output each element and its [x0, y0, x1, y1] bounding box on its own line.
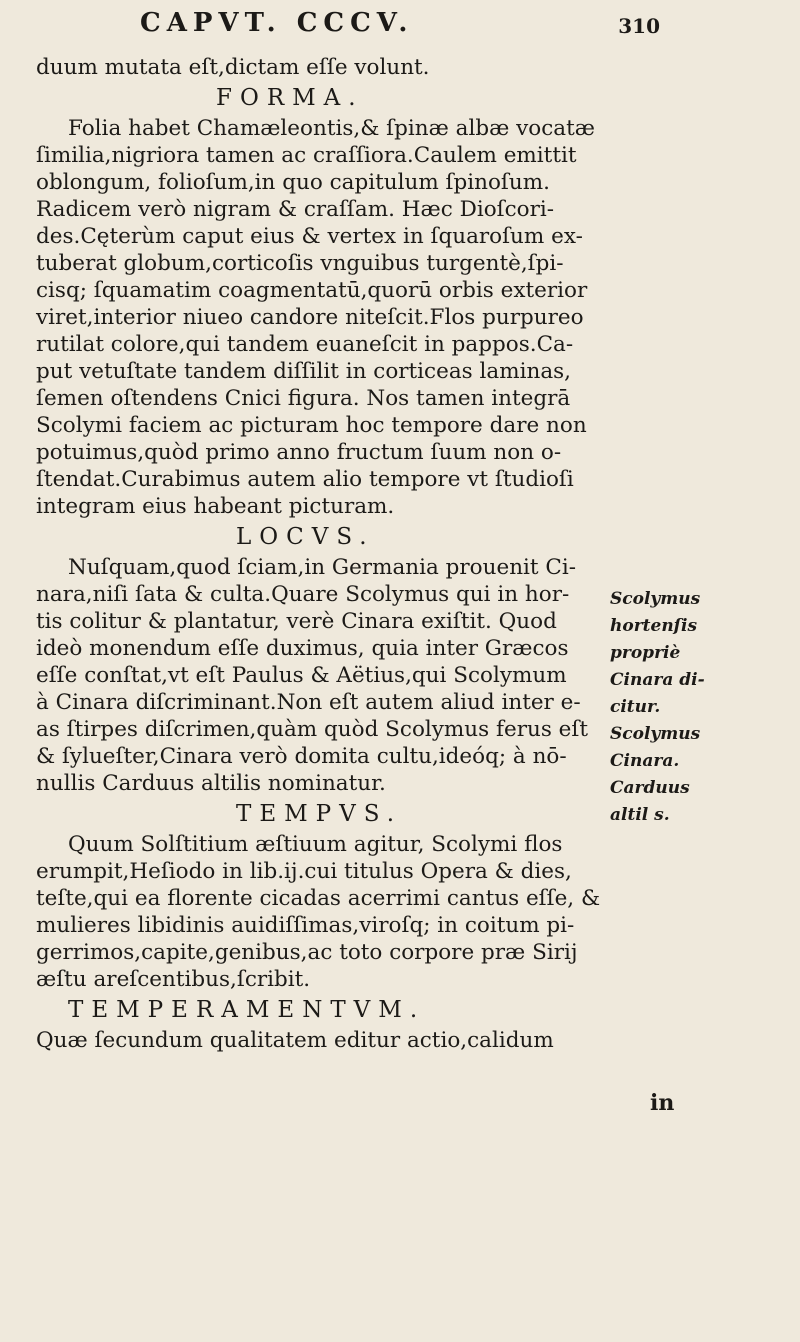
section-heading-tempus: TEMPVS. — [236, 801, 403, 827]
text-line: ſemen oſtendens Cnici figura. Nos tamen integrā — [36, 386, 571, 411]
text-line: eſſe conſtat,vt eſt Paulus & Aëtius,qui Scolymum — [36, 663, 567, 688]
text-line: Quum Solſtitium æſtiuum agitur, Scolymi flos — [68, 832, 563, 857]
margin-note: Cinara. — [610, 751, 680, 771]
text-line: teſte,qui ea florente cicadas acerrimi cantus eſſe, & — [36, 886, 601, 911]
margin-note: Scolymus — [610, 589, 701, 609]
margin-note: hortenſis — [610, 616, 698, 636]
marginal-notes — [610, 586, 790, 829]
section-heading-forma: FORMA. — [216, 85, 364, 111]
text-line: des.Cęterùm caput eius & vertex in ſquaroſum ex- — [36, 224, 583, 249]
text-line: Scolymi faciem ac picturam hoc tempore dare non — [36, 413, 587, 438]
chapter-title: CAPVT. CCCV. — [140, 8, 414, 38]
margin-note: citur. — [610, 697, 661, 717]
running-header — [140, 8, 660, 40]
text-line: put vetuſtate tandem diſſilit in corticeas laminas, — [36, 359, 572, 384]
text-line: potuimus,quòd primo anno fructum ſuum non o- — [36, 440, 562, 465]
margin-note: Carduus — [610, 778, 690, 798]
text-line: Folia habet Chamæleontis,& ſpinæ albæ vocatæ — [68, 116, 595, 141]
text-line: erumpit,Heſiodo in lib.ij.cui titulus Opera & dies, — [36, 859, 572, 884]
margin-note: altil s. — [610, 805, 670, 825]
page-number: 310 — [618, 14, 660, 38]
section-heading-locus: LOCVS. — [236, 524, 375, 550]
text-line: ſimilia,nigriora tamen ac craſſiora.Caulem emittit — [36, 143, 577, 168]
text-line: rutilat colore,qui tandem euaneſcit in pappos.Ca- — [36, 332, 574, 357]
text-line: tuberat globum,corticoſis vnguibus turgentè,ſpi- — [36, 251, 564, 276]
text-line: Quæ ſecundum qualitatem editur actio,calidum — [36, 1028, 554, 1053]
text-line: tis colitur & plantatur, verè Cinara exiſtit. Quod — [36, 609, 557, 634]
text-line: æſtu areſcentibus,ſcribit. — [36, 967, 311, 992]
catchword: in — [650, 1090, 675, 1116]
margin-note: Cinara di- — [610, 670, 705, 690]
text-line: & ſylueſter,Cinara verò domita cultu,ideóq; à nō- — [36, 744, 567, 769]
text-line: ſtendat.Curabimus autem alio tempore vt ſtudioſi — [36, 467, 574, 492]
text-line: oblongum, folioſum,in quo capitulum ſpinoſum. — [36, 170, 550, 195]
text-line: viret,interior niueo candore niteſcit.Flos purpureo — [36, 305, 584, 330]
section-heading-temperamentum: TEMPERAMENTVM. — [68, 997, 426, 1023]
text-line: Nuſquam,quod ſciam,in Germania prouenit Ci- — [68, 555, 576, 580]
text-line: nullis Carduus altilis nominatur. — [36, 771, 386, 796]
main-text — [36, 54, 601, 1054]
margin-note: Scolymus — [610, 724, 701, 744]
margin-note: propriè — [610, 643, 681, 663]
text-line: mulieres libidinis auidiſſimas,viroſq; in coitum pi- — [36, 913, 575, 938]
text-line: nara,niſi ſata & culta.Quare Scolymus qui in hor- — [36, 582, 570, 607]
text-line: ideò monendum eſſe duximus, quia inter Græcos — [36, 636, 569, 661]
text-line: gerrimos,capite,genibus,ac toto corpore præ Sirij — [36, 940, 578, 965]
text-line: integram eius habeant picturam. — [36, 494, 395, 519]
text-line: à Cinara diſcriminant.Non eſt autem aliud inter e- — [36, 690, 581, 715]
text-line: as ſtirpes diſcrimen,quàm quòd Scolymus ferus eſt — [36, 717, 589, 742]
text-line: duum mutata eſt,dictam eſſe volunt. — [36, 55, 430, 80]
text-line: cisq; ſquamatim coagmentatū,quorū orbis exterior — [36, 278, 588, 303]
text-line: Radicem verò nigram & craſſam. Hæc Dioſcori- — [36, 197, 555, 222]
